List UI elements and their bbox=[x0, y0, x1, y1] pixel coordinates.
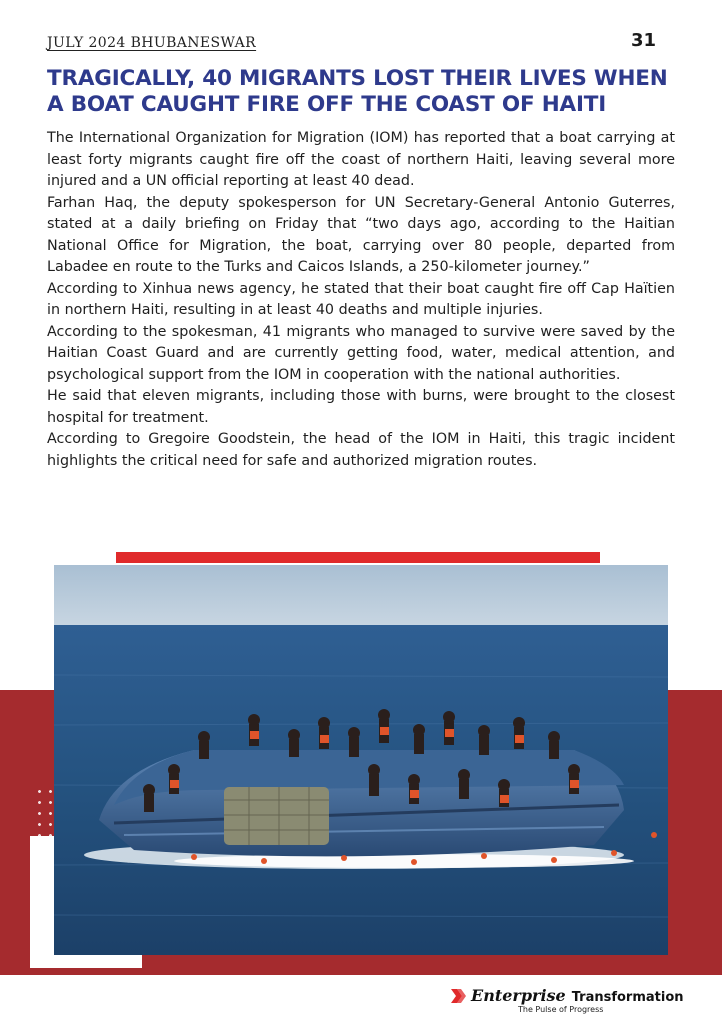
brand-name-enterprise: Enterprise bbox=[471, 986, 566, 1005]
article-paragraph: According to the spokesman, 41 migrants who managed to survive were saved by the Haitian Coast Guard and are currently getting food, water, medical attention, and psychological support from the IOM in cooperation with the national authorities. bbox=[47, 323, 675, 383]
article-paragraph: According to Xinhua news agency, he stated that their boat caught fire off Cap Haïtien in northern Haiti, resulting in at least 40 deaths and multiple injuries. bbox=[47, 280, 675, 318]
article-body bbox=[47, 128, 675, 472]
page-number: 31 bbox=[630, 30, 656, 51]
capsizing-boat-illustration bbox=[54, 565, 668, 955]
header-date-location: JULY 2024 BHUBANESWAR bbox=[47, 35, 257, 51]
article-headline: TRAGICALLY, 40 MIGRANTS LOST THEIR LIVES WHEN A BOAT CAUGHT FIRE OFF THE COAST OF HAITI bbox=[47, 66, 668, 117]
article-paragraph: He said that eleven migrants, including those with burns, were brought to the closest hospital for treatment. bbox=[47, 388, 675, 426]
brand-name-transformation: Transformation bbox=[571, 990, 684, 1005]
brand-tagline: The Pulse of Progress bbox=[518, 1005, 604, 1014]
article-paragraph: According to Gregoire Goodstein, the head of the IOM in Haiti, this tragic incident highlights the critical need for safe and authorized migration routes. bbox=[47, 431, 675, 469]
brand-row bbox=[451, 986, 684, 1005]
red-accent-bar bbox=[116, 552, 600, 563]
capsizing-boat-photo bbox=[54, 565, 668, 955]
article-paragraph: The International Organization for Migration (IOM) has reported that a boat carrying at least forty migrants caught fire off the coast of northern Haiti, leaving several more injured and a UN official reporting at least 40 dead. bbox=[47, 130, 675, 189]
enterprise-arrow-logo-icon bbox=[451, 989, 467, 1003]
article-paragraph: Farhan Haq, the deputy spokesperson for UN Secretary-General Antonio Guterres, stated at a daily briefing on Friday that “two days ago, according to the Haitian National Office for Migration, the boat, carrying over 80 people, departed from Labadee en route to the Turks and Caicos Islands, a 250-kilometer journey.” bbox=[47, 194, 675, 275]
brand-footer bbox=[441, 976, 722, 1024]
